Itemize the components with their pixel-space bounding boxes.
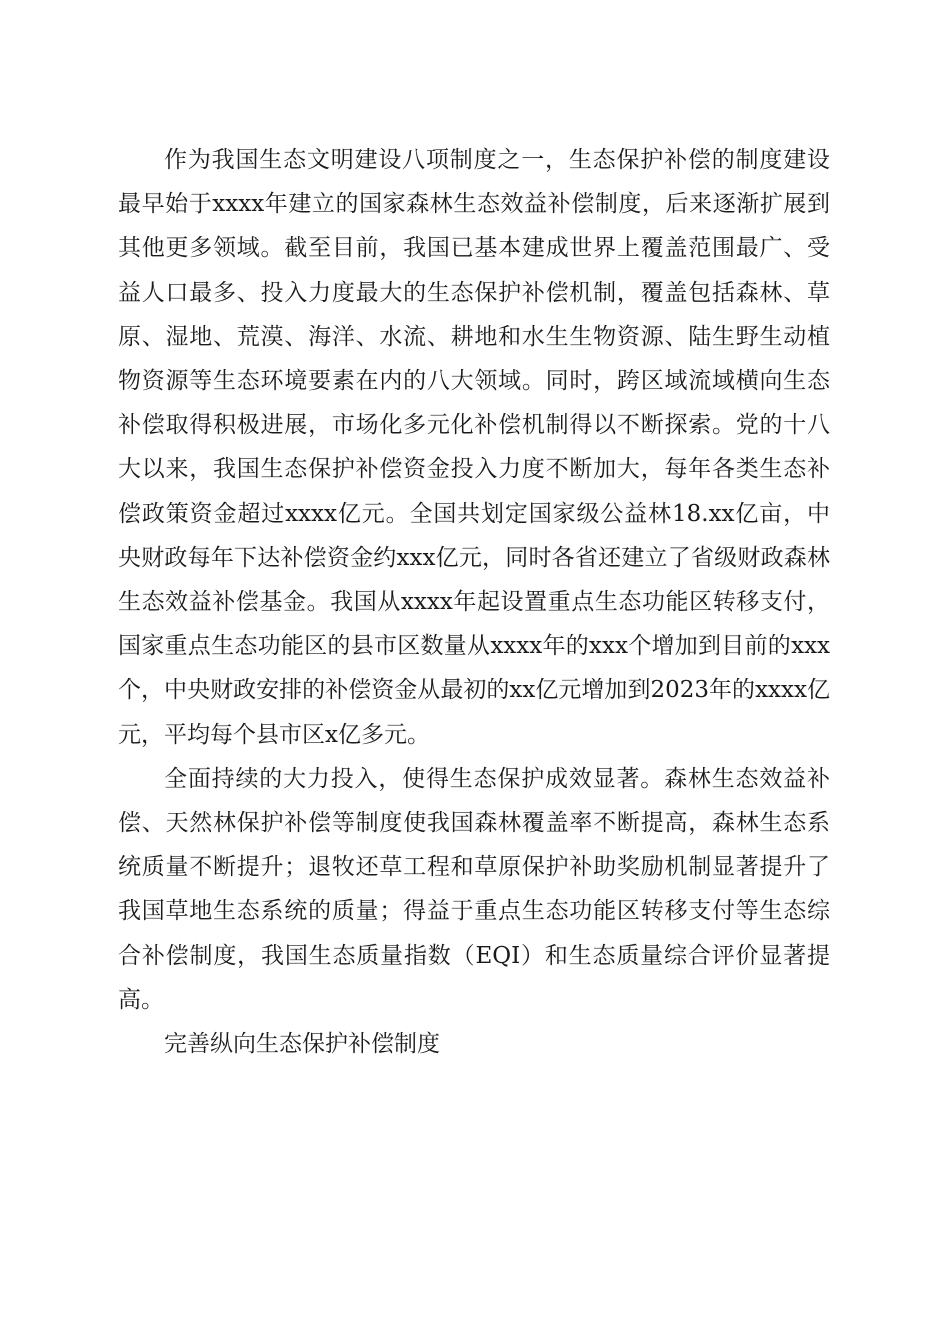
paragraph-1: 作为我国生态文明建设八项制度之一，生态保护补偿的制度建设最早始于xxxx年建立的国家森林生态效益补偿制度，后来逐渐扩展到其他更多领域。截至目前，我国已基本建成世界上覆盖范围最广、受益人口最多、投入力度最大的生态保护补偿机制，覆盖包括森林、草原、湿地、荒漠、海洋、水流、耕地和水生生物资源、陆生野生动植物资源等生态环境要素在内的八大领域。同时，跨区域流域横向生态补偿取得积极进展，市场化多元化补偿机制得以不断探索。党的十八大以来，我国生态保护补偿资金投入力度不断加大，每年各类生态补偿政策资金超过xxxx亿元。全国共划定国家级公益林18.xx亿亩，中央财政每年下达补偿资金约xxx亿元，同时各省还建立了省级财政森林生态效益补偿基金。我国从xxxx年起设置重点生态功能区转移支付，国家重点生态功能区的县市区数量从xxxx年的xxx个增加到目前的xxx个，中央财政安排的补偿资金从最初的xx亿元增加到2023年的xxxx亿元，平均每个县市区x亿多元。: [118, 147, 830, 748]
paragraph-2: 全面持续的大力投入，使得生态保护成效显著。森林生态效益补偿、天然林保护补偿等制度使我国森林覆盖率不断提高，森林生态系统质量不断提升；退牧还草工程和草原保护补助奖励机制显著提升了我国草地生态系统的质量；得益于重点生态功能区转移支付等生态综合补偿制度，我国生态质量指数（EQI）和生态质量综合评价显著提高。: [118, 765, 830, 1013]
document-body: [118, 138, 830, 1066]
section-heading: 完善纵向生态保护补偿制度: [164, 1031, 440, 1058]
